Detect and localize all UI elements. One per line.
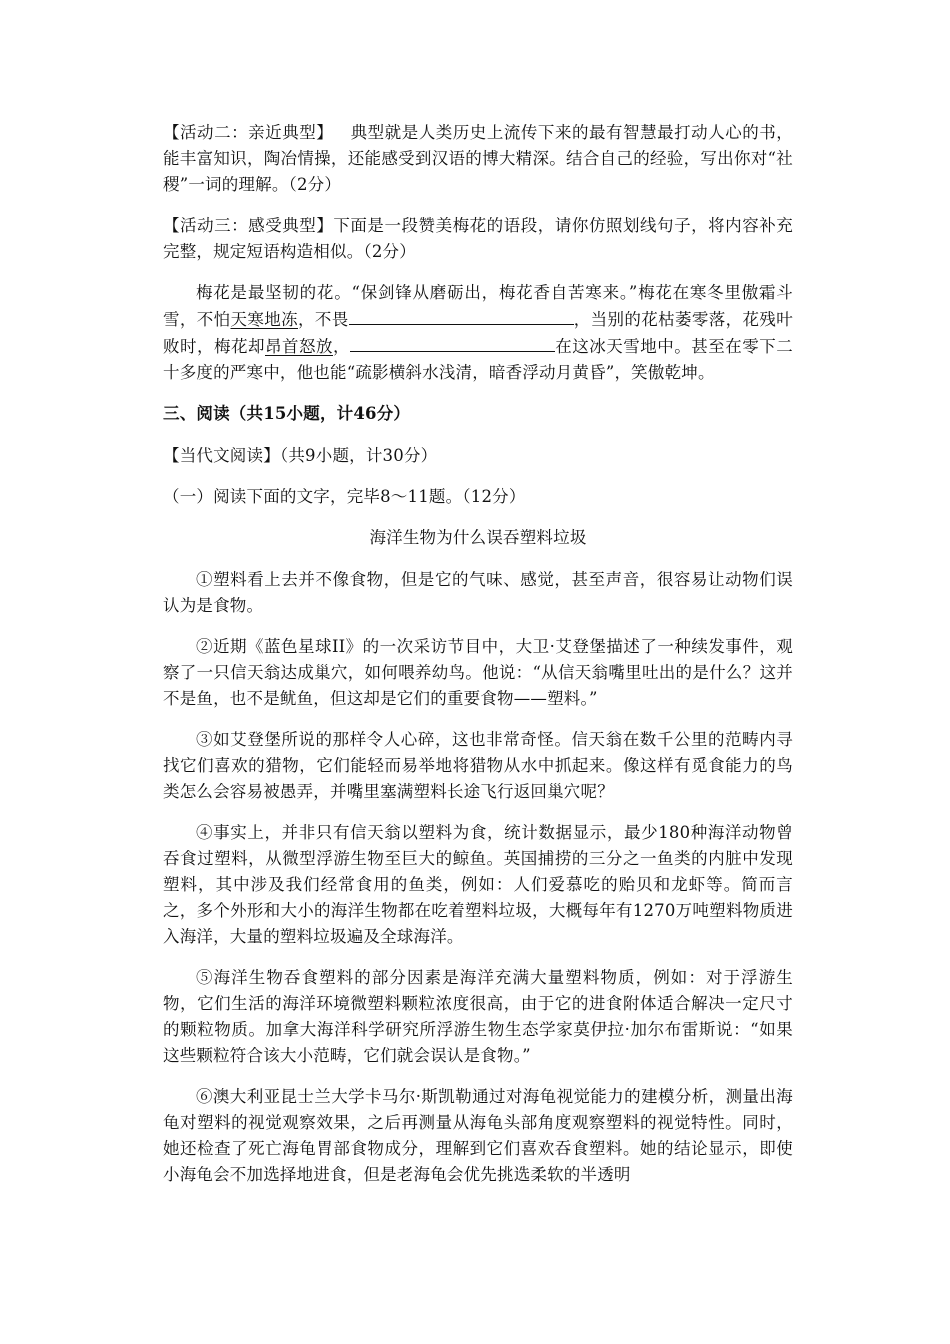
fill-blank-2[interactable] — [350, 333, 555, 352]
activity3-label: 【活动三：感受典型】 — [163, 216, 334, 235]
article-paragraph-5: ⑤海洋生物吞食塑料的部分因素是海洋充满大量塑料物质，例如：对于浮游生物，它们生活的海洋环境微塑料颗粒浓度很高，由于它的进食附体适合解决一定尺寸的颗粒物质。加拿大海洋科学研究所浮游生物生态学家莫伊拉·加尔布雷斯说：“如果这些颗粒符合该大小范畴，它们就会误认是食物。” — [163, 968, 793, 1065]
article-title: 海洋生物为什么误吞塑料垃圾 — [369, 528, 587, 547]
plum-text-2: ，不畏 — [298, 310, 349, 329]
article-paragraph-4: ④事实上，并非只有信天翁以塑料为食，统计数据显示，最少180种海洋动物曾吞食过塑料，从微型浮游生物至巨大的鲸鱼。英国捕捞的三分之一鱼类的内脏中发现塑料，其中涉及我们经常食用的鱼类，例如：人们爱慕吃的贻贝和龙虾等。简而言之，多个外形和大小的海洋生物都在吃着塑料垃圾，大概每年有1270万吨塑料物质进入海洋，大量的塑料垃圾遍及全球海洋。 — [163, 823, 793, 946]
activity3-text: 下面是一段赞美梅花的语段，请你仿照划线句子，将内容补充完整，规定短语构造相似。（2分） — [163, 216, 793, 261]
plum-text-4: ， — [333, 337, 350, 356]
article-paragraph-2: ②近期《蓝色星球II》的一次采访节目中，大卫·艾登堡描述了一种续发事件，观察了一只信天翁达成巢穴，如何喂养幼鸟。他说：“从信天翁嘴里吐出的是什么？这并不是鱼，也不是鱿鱼，但这却是它们的重要食物——塑料。” — [163, 637, 793, 708]
activity2-label: 【活动二：亲近典型】 — [163, 123, 334, 142]
subsection-heading: 【当代文阅读】（共9小题，计30分） — [163, 446, 438, 465]
article-paragraph-3: ③如艾登堡所说的那样令人心碎，这也非常奇怪。信天翁在数千公里的范畴内寻找它们喜欢的猎物，它们能轻而易举地将猎物从水中抓起来。像这样有觅食能力的鸟类怎么会容易被愚弄，并嘴里塞满塑料长途飞行返回巢穴呢？ — [163, 730, 793, 801]
activity2-text: 典型就是人类历史上流传下来的最有智慧最打动人心的书，能丰富知识，陶冶情操，还能感受到汉语的博大精深。结合自己的经验，写出你对“社稷”一词的理解。（2分） — [163, 123, 794, 194]
plum-passage — [163, 280, 793, 386]
activity3-paragraph — [163, 213, 793, 265]
reading-instruction: （一）阅读下面的文字，完毕8～11题。（12分） — [163, 487, 526, 506]
section-heading: 三、阅读（共15小题，计46分） — [163, 404, 411, 423]
plum-text-1: 梅花是最坚韧的花。“保剑锋从磨砺出，梅花香自苦寒来。”梅花在寒冬里傲霜斗雪，不怕 — [163, 283, 793, 329]
document-page — [163, 120, 793, 1203]
plum-text-3: ，当别的花枯萎零落，花残叶败时，梅花却 — [163, 310, 793, 356]
underlined-example-2: 昂首怒放 — [265, 337, 333, 356]
underlined-example-1: 天寒地冻 — [230, 310, 298, 329]
activity2-paragraph — [163, 120, 793, 198]
article-paragraph-1: ①塑料看上去并不像食物，但是它的气味、感觉，甚至声音，很容易让动物们误认为是食物。 — [163, 570, 793, 615]
fill-blank-1[interactable] — [349, 306, 574, 325]
article-paragraph-6: ⑥澳大利亚昆士兰大学卡马尔·斯凯勒通过对海龟视觉能力的建模分析，测量出海龟对塑料的视觉观察效果，之后再测量从海龟头部角度观察塑料的视觉特性。同时，她还检查了死亡海龟胃部食物成分，理解到它们喜欢吞食塑料。她的结论显示，即使小海龟会不加选择地进食，但是老海龟会优先挑选柔软的半透明 — [163, 1087, 793, 1184]
plum-text-5: 在这冰天雪地中。甚至在零下二十多度的严寒中，他也能“疏影横斜水浅清，暗香浮动月黄昏”，笑傲乾坤。 — [163, 337, 793, 382]
